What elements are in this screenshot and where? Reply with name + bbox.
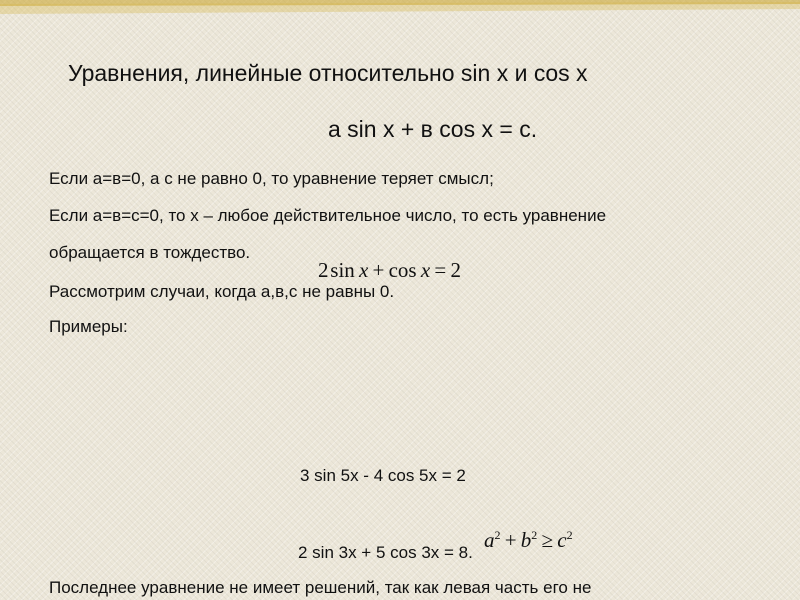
example-2: 2 sin 3x + 5 cos 3x = 8.	[298, 543, 473, 562]
example-1: 3 sin 5x - 4 cos 5x = 2	[300, 466, 466, 485]
text-line-2: Если а=в=с=0, то х – любое действительное число, то есть уравнение	[49, 206, 607, 225]
text-line-last: Последнее уравнение не имеет решений, так как левая часть его не	[49, 578, 592, 597]
formula-inequality: $a^2 + b^2 \ge c^2$	[484, 528, 573, 552]
text-line-1: Если а=в=0, а с не равно 0, то уравнение теряет смысл;	[49, 169, 494, 188]
slide-subtitle: a sin x + в cos x = c.	[328, 116, 538, 142]
decorative-ribbon	[0, 0, 800, 18]
text-line-3: обращается в тождество.	[49, 243, 251, 262]
text-line-4: Рассмотрим случаи, когда а,в,с не равны 0.	[49, 282, 395, 301]
slide-title: Уравнения, линейные относительно sin x и cos x	[68, 60, 588, 86]
text-line-5: Примеры:	[49, 317, 128, 336]
formula-sin-cos: 2 sin x + cos x = 2	[318, 258, 461, 282]
